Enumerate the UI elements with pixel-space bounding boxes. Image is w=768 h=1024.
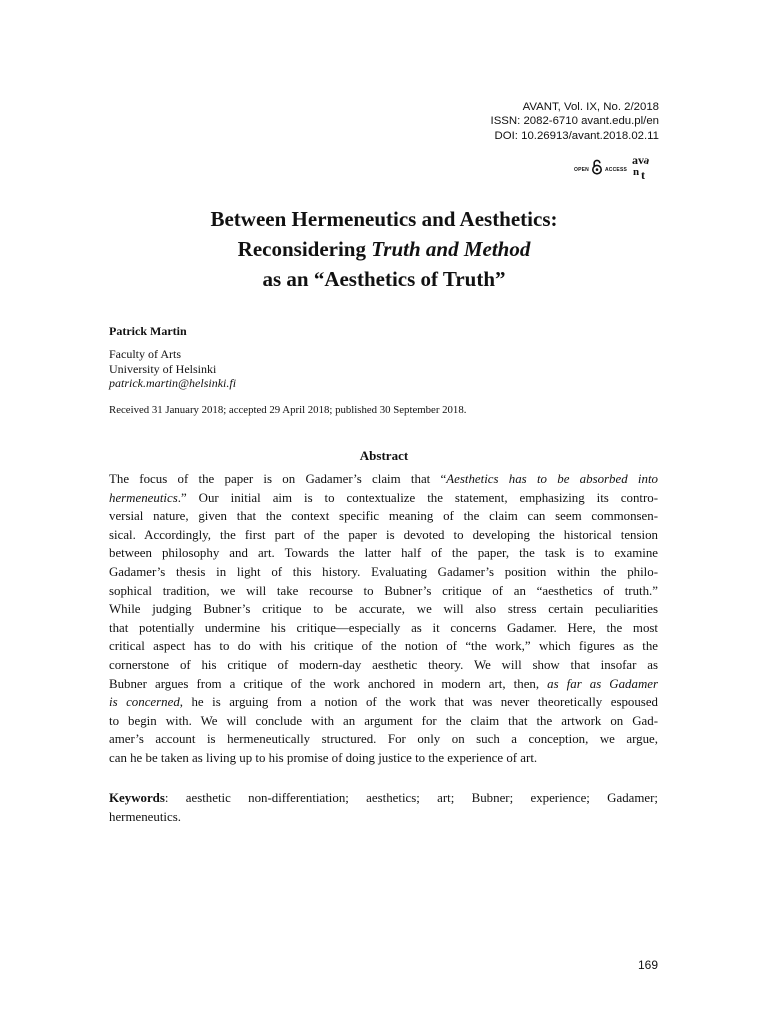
abstract-line: [109, 507, 658, 526]
open-label: OPEN: [574, 166, 589, 173]
title-line-2-prefix: Reconsidering: [237, 237, 372, 261]
abstract-text: .” Our initial aim is to contextualize the statement, emphasizing its contro-: [177, 490, 658, 505]
svg-text:av: av: [632, 153, 645, 167]
abstract-text: between philosophy and art. Towards the latter half of the paper, the task is to examine: [109, 546, 658, 561]
abstract-line: [109, 582, 658, 601]
abstract-text: The focus of the paper is on Gadamer’s claim that “: [109, 472, 447, 486]
title-line-2: [0, 234, 768, 264]
author-faculty: Faculty of Arts: [109, 347, 181, 361]
keywords-line-2: hermeneutics.: [109, 809, 181, 824]
avant-logo-icon: [631, 153, 655, 186]
abstract-text: sical. Accordingly, the first part of the paper is devoted to developing the historical tension: [109, 527, 658, 542]
svg-text:a: a: [642, 154, 651, 168]
abstract-line: [109, 730, 658, 749]
abstract-line: [109, 749, 658, 768]
abstract-italic-text: Aesthetics has to be absorbed into: [446, 472, 658, 486]
abstract-text: critical aspect has to do with his critique of the notion of “the work,” which figures as the: [109, 639, 658, 654]
abstract-line: [109, 526, 658, 545]
abstract-line: [109, 656, 658, 675]
journal-issn: ISSN: 2082-6710 avant.edu.pl/en: [490, 115, 659, 128]
abstract-italic-text: as far as Gadamer: [547, 676, 658, 691]
author-affiliation: [109, 347, 236, 391]
abstract-line: [109, 712, 658, 731]
svg-text:n: n: [633, 166, 640, 178]
abstract-line: [109, 489, 658, 508]
abstract-line: [109, 637, 658, 656]
journal-header: [491, 100, 659, 143]
abstract-text: amer’s account is hermeneutically structured. For only on such a conception, we argue,: [109, 732, 658, 747]
keywords-block: [109, 789, 658, 826]
abstract-text: Gadamer’s thesis in light of this history. Evaluating Gadamer’s position within the philo-: [109, 564, 658, 579]
abstract-text: cornerstone of his critique of modern-day aesthetic theory. We will show that insofar as: [109, 657, 658, 672]
title-line-3: as an “Aesthetics of Truth”: [262, 267, 506, 291]
journal-doi: DOI: 10.26913/avant.2018.02.11: [494, 129, 659, 142]
access-label: ACCESS: [604, 166, 628, 173]
abstract-line: [109, 693, 658, 712]
page-number: 169: [637, 958, 658, 972]
title-line-1: Between Hermeneutics and Aesthetics:: [210, 207, 558, 231]
abstract-text: sophical tradition, we will take recourse to Bubner’s critique of an “aesthetics of truth.”: [109, 583, 658, 598]
abstract-line: [109, 619, 658, 638]
abstract-text: While judging Bubner’s critique to be accurate, we will also stress certain peculiarities: [109, 602, 658, 617]
abstract-line: [109, 675, 658, 694]
author-university: University of Helsinki: [109, 361, 217, 376]
author-email: patrick.martin@helsinki.fi: [109, 376, 237, 390]
abstract-line: [109, 470, 658, 489]
abstract-text: , he is arguing from a notion of the work that was never theoretically espoused: [179, 695, 658, 710]
journal-volume: AVANT, Vol. IX, No. 2/2018: [522, 101, 659, 113]
abstract-line: [109, 563, 658, 582]
title-line-2-italic: Truth and Method: [371, 237, 531, 261]
open-access-lock-icon: [591, 159, 603, 180]
abstract-italic-text: is concerned: [109, 695, 180, 710]
abstract-text: versial nature, given that the context specific meaning of the claim can seem commonsen-: [109, 509, 658, 524]
abstract-line: [109, 600, 658, 619]
abstract-body: [109, 470, 658, 768]
author-name: Patrick Martin: [109, 324, 187, 338]
abstract-text: that potentially undermine his critique—especially as it concerns Gadamer. Here, the most: [109, 620, 658, 635]
keywords-list: : aesthetic non-differentiation; aesthetics; art; Bubner; experience; Gadamer;: [164, 791, 658, 805]
open-access-badge: [574, 153, 655, 186]
abstract-text: Bubner argues from a critique of the work anchored in modern art, then,: [109, 676, 548, 691]
abstract-text: can he be taken as living up to his promise of doing justice to the experience of art.: [109, 750, 538, 765]
publication-dates: Received 31 January 2018; accepted 29 April 2018; published 30 September 2018.: [109, 404, 467, 416]
abstract-italic-text: hermeneutics: [109, 490, 178, 505]
abstract-heading: Abstract: [359, 448, 409, 463]
keywords-line-1: [109, 789, 658, 808]
abstract-line: [109, 544, 658, 563]
abstract-text: to begin with. We will conclude with an argument for the claim that the artwork on Gad-: [109, 713, 658, 728]
keywords-label: Keywords: [109, 791, 165, 805]
paper-title: [0, 204, 768, 294]
svg-text:t: t: [641, 168, 646, 181]
